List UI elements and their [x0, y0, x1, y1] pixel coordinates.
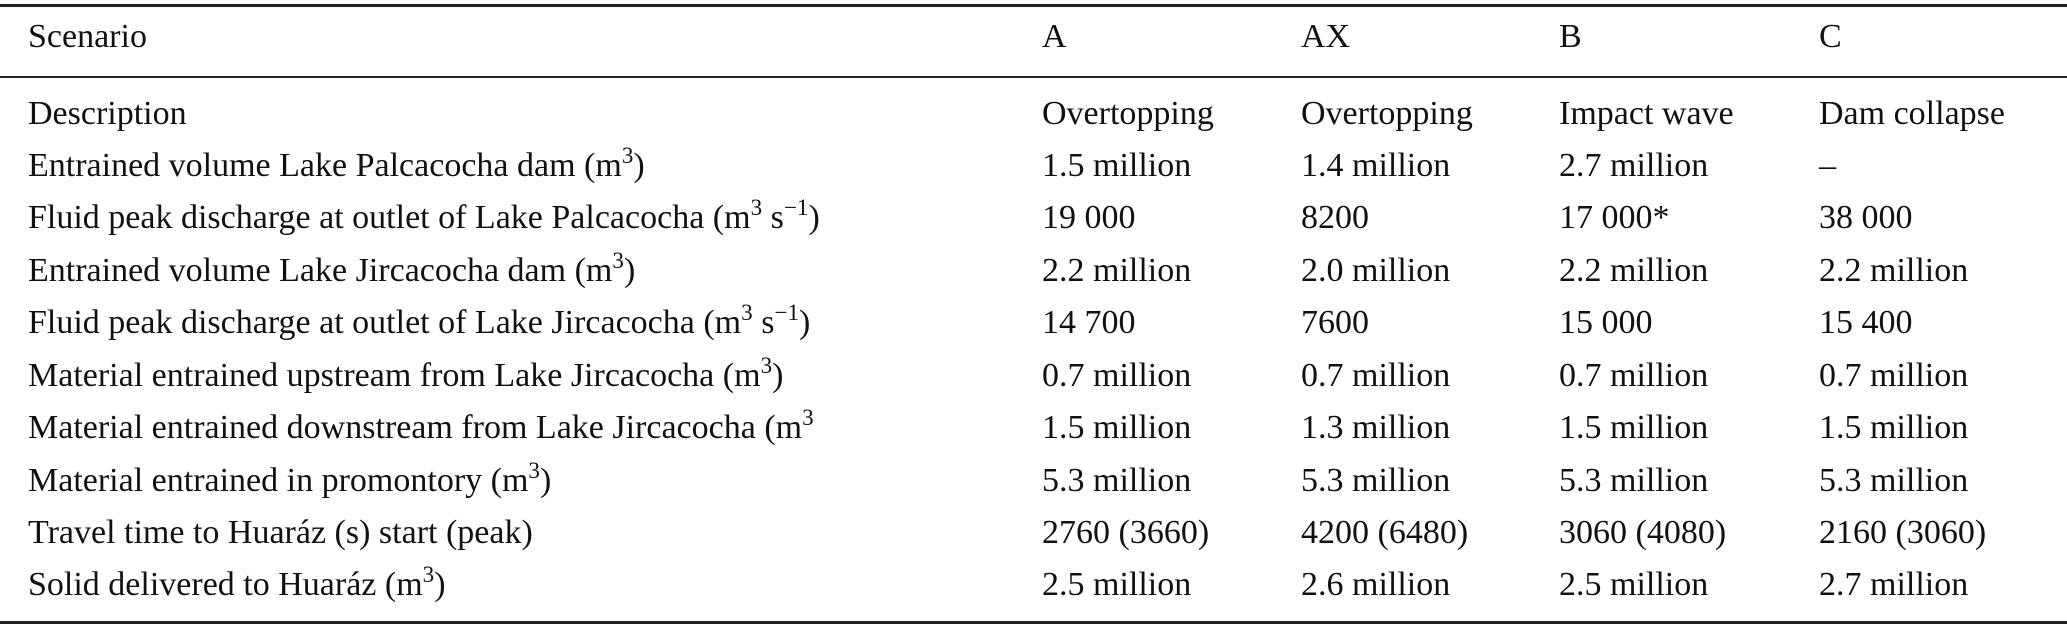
row-label: Entrained volume Lake Palcacocha dam $(m^3)$	[28, 143, 645, 184]
cell-b: Impact wave	[1559, 95, 1734, 132]
row-label: Entrained volume Lake Jircacocha dam $(m^3)$	[28, 248, 636, 289]
row-label: Material entrained downstream from Lake Jircacocha ($m^3$	[28, 405, 814, 446]
header-label: Scenario	[28, 18, 147, 55]
cell-b: 5.3 million	[1559, 462, 1709, 499]
header-column-c: C	[1819, 18, 1842, 55]
row-label: Material entrained in promontory $(m^3)$	[28, 458, 552, 499]
table-row	[0, 192, 2067, 244]
cell-ax: 2.0 million	[1301, 252, 1451, 289]
row-label: Description	[28, 95, 187, 132]
cell-a: 0.7 million	[1042, 357, 1192, 394]
cell-b: 2.2 million	[1559, 252, 1709, 289]
cell-c: –	[1819, 147, 1836, 184]
cell-ax: 2.6 million	[1301, 566, 1451, 603]
cell-a: 5.3 million	[1042, 462, 1192, 499]
cell-ax: 0.7 million	[1301, 357, 1451, 394]
cell-ax: 8200	[1301, 199, 1369, 236]
row-label: Fluid peak discharge at outlet of Lake Palcacocha ($m^3$ $s^{-1}$)	[28, 195, 820, 236]
table-row	[0, 88, 2067, 140]
cell-c: 0.7 million	[1819, 357, 1969, 394]
row-label: Material entrained upstream from Lake Jircacocha $(m^3)$	[28, 353, 784, 394]
cell-a: 19 000	[1042, 199, 1136, 236]
cell-b: 3060 (4080)	[1559, 514, 1727, 551]
header-row	[0, 11, 2067, 63]
cell-ax: 1.3 million	[1301, 409, 1451, 446]
cell-b: 1.5 million	[1559, 409, 1709, 446]
cell-a: 2.2 million	[1042, 252, 1192, 289]
cell-c: 2.7 million	[1819, 566, 1969, 603]
cell-c: 1.5 million	[1819, 409, 1969, 446]
cell-a: 14 700	[1042, 304, 1136, 341]
cell-a: 2760 (3660)	[1042, 514, 1210, 551]
cell-ax: 7600	[1301, 304, 1369, 341]
table-row	[0, 402, 2067, 454]
table-row	[0, 507, 2067, 559]
cell-b: 2.7 million	[1559, 147, 1709, 184]
header-column-a: A	[1042, 18, 1067, 55]
cell-b: 2.5 million	[1559, 566, 1709, 603]
cell-b: 0.7 million	[1559, 357, 1709, 394]
cell-ax: 5.3 million	[1301, 462, 1451, 499]
row-label: Travel time to Huaráz (s) start (peak)	[28, 514, 533, 551]
table-row	[0, 245, 2067, 297]
header-rule	[0, 76, 2067, 78]
cell-a: 2.5 million	[1042, 566, 1192, 603]
header-column-ax: AX	[1301, 18, 1351, 55]
cell-c: 2160 (3060)	[1819, 514, 1987, 551]
cell-c: 15 400	[1819, 304, 1913, 341]
row-label: Fluid peak discharge at outlet of Lake Jircacocha ($m^3$ $s^{-1}$)	[28, 300, 811, 341]
cell-c: 2.2 million	[1819, 252, 1969, 289]
cell-c: 38 000	[1819, 199, 1913, 236]
cell-c: Dam collapse	[1819, 95, 2005, 132]
cell-c: 5.3 million	[1819, 462, 1969, 499]
bottom-rule	[0, 621, 2067, 624]
cell-ax: 4200 (6480)	[1301, 514, 1469, 551]
row-label: Solid delivered to Huaráz $(m^3)$	[28, 562, 446, 603]
table-row	[0, 350, 2067, 402]
cell-ax: Overtopping	[1301, 95, 1473, 132]
top-rule	[0, 4, 2067, 7]
cell-b: 17 000*	[1559, 199, 1670, 236]
table-row	[0, 455, 2067, 507]
cell-a: 1.5 million	[1042, 409, 1192, 446]
table-row	[0, 140, 2067, 192]
table-row	[0, 559, 2067, 611]
cell-b: 15 000	[1559, 304, 1653, 341]
header-column-b: B	[1559, 18, 1582, 55]
cell-a: Overtopping	[1042, 95, 1214, 132]
cell-a: 1.5 million	[1042, 147, 1192, 184]
table-row	[0, 297, 2067, 349]
cell-ax: 1.4 million	[1301, 147, 1451, 184]
